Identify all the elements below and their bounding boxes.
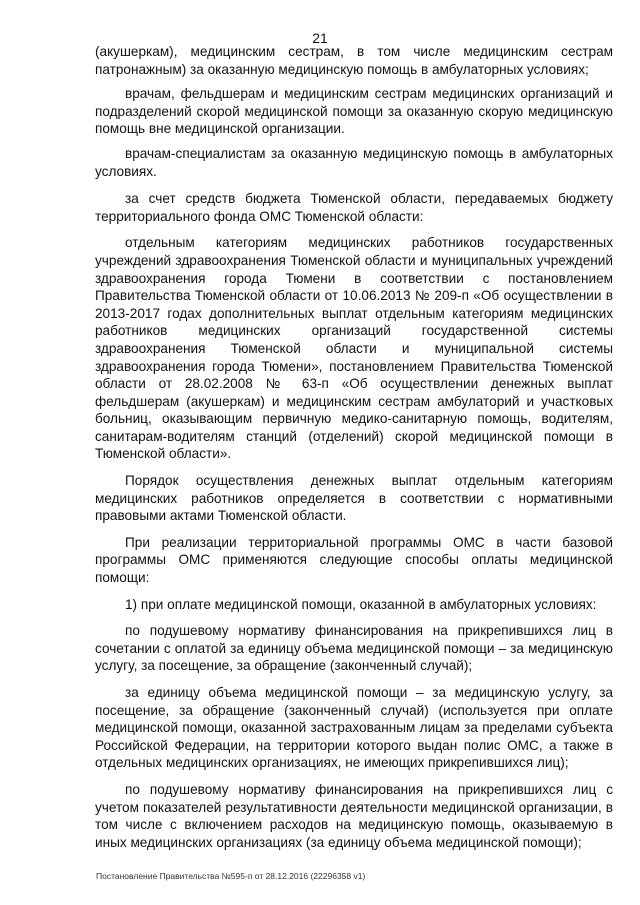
- paragraph: врачам-специалистам за оказанную медицинскую помощь в амбулаторных условиях.: [95, 145, 613, 179]
- document-footer: Постановление Правительства №595-п от 28.12.2016 (22296358 v1): [96, 871, 366, 881]
- paragraph: отдельным категориям медицинских работников государственных учреждений здравоохранения Тюменской области и муниципальных учреждений здравоохранения города Тюмени в соответствии с постановлением Правительства Тюменской области от 10.06.2013 № 209-п «Об осуществлении в 2013-2017 годах дополнительных выплат отдельным категориям медицинских работников медицинских организаций государственной системы здравоохранения Тюменской области и муниципальной системы здравоохранения города Тюмени», постановлением Правительства Тюменской области от 28.02.2008 № 63-п «Об осуществлении денежных выплат фельдшерам (акушеркам) и медицинским сестрам амбулаторий и участковых больниц, оказывающим первичную медико-санитарную помощь, водителям, санитарам-водителям станций (отделений) скорой медицинской помощи в Тюменской области».: [95, 235, 613, 462]
- paragraph: по подушевому нормативу финансирования на прикрепившихся лиц в сочетании с оплатой за единицу объема медицинской помощи – за медицинскую услугу, за посещение, за обращение (законченный случай);: [95, 623, 613, 674]
- paragraph: по подушевому нормативу финансирования на прикрепившихся лиц с учетом показателей результативности деятельности медицинской организации, в том числе с включением расходов на медицинскую помощь, оказываемую в иных медицинских организациях (за единицу объема медицинской помощи);: [95, 781, 613, 850]
- paragraph: При реализации территориальной программы ОМС в части базовой программы ОМС применяются следующие способы оплаты медицинской помощи:: [95, 534, 613, 586]
- document-body: [95, 43, 613, 858]
- paragraph: врачам, фельдшерам и медицинским сестрам медицинских организаций и подразделений скорой медицинской помощи за оказанную скорую медицинскую помощь вне медицинской организации.: [95, 86, 613, 137]
- paragraph: 1) при оплате медицинской помощи, оказанной в амбулаторных условиях:: [125, 596, 597, 612]
- paragraph: за единицу объема медицинской помощи – за медицинскую услугу, за посещение, за обращение (законченный случай) (используется при оплате медицинской помощи, оказанной застрахованным лицам за пределами субъекта Российской Федерации, на территории которого выдан полис ОМС, а также в отдельных медицинских организациях, не имеющих прикрепившихся лиц);: [95, 685, 613, 771]
- paragraph: Порядок осуществления денежных выплат отдельным категориям медицинских работников определяется в соответствии с нормативными правовыми актами Тюменской области.: [95, 473, 613, 524]
- page-number: 21: [312, 30, 328, 46]
- paragraph: (акушеркам), медицинским сестрам, в том числе медицинским сестрам патронажным) за оказанную медицинскую помощь в амбулаторных условиях;: [95, 44, 613, 77]
- paragraph: за счет средств бюджета Тюменской области, передаваемых бюджету территориального фонда ОМС Тюменской области:: [95, 191, 613, 224]
